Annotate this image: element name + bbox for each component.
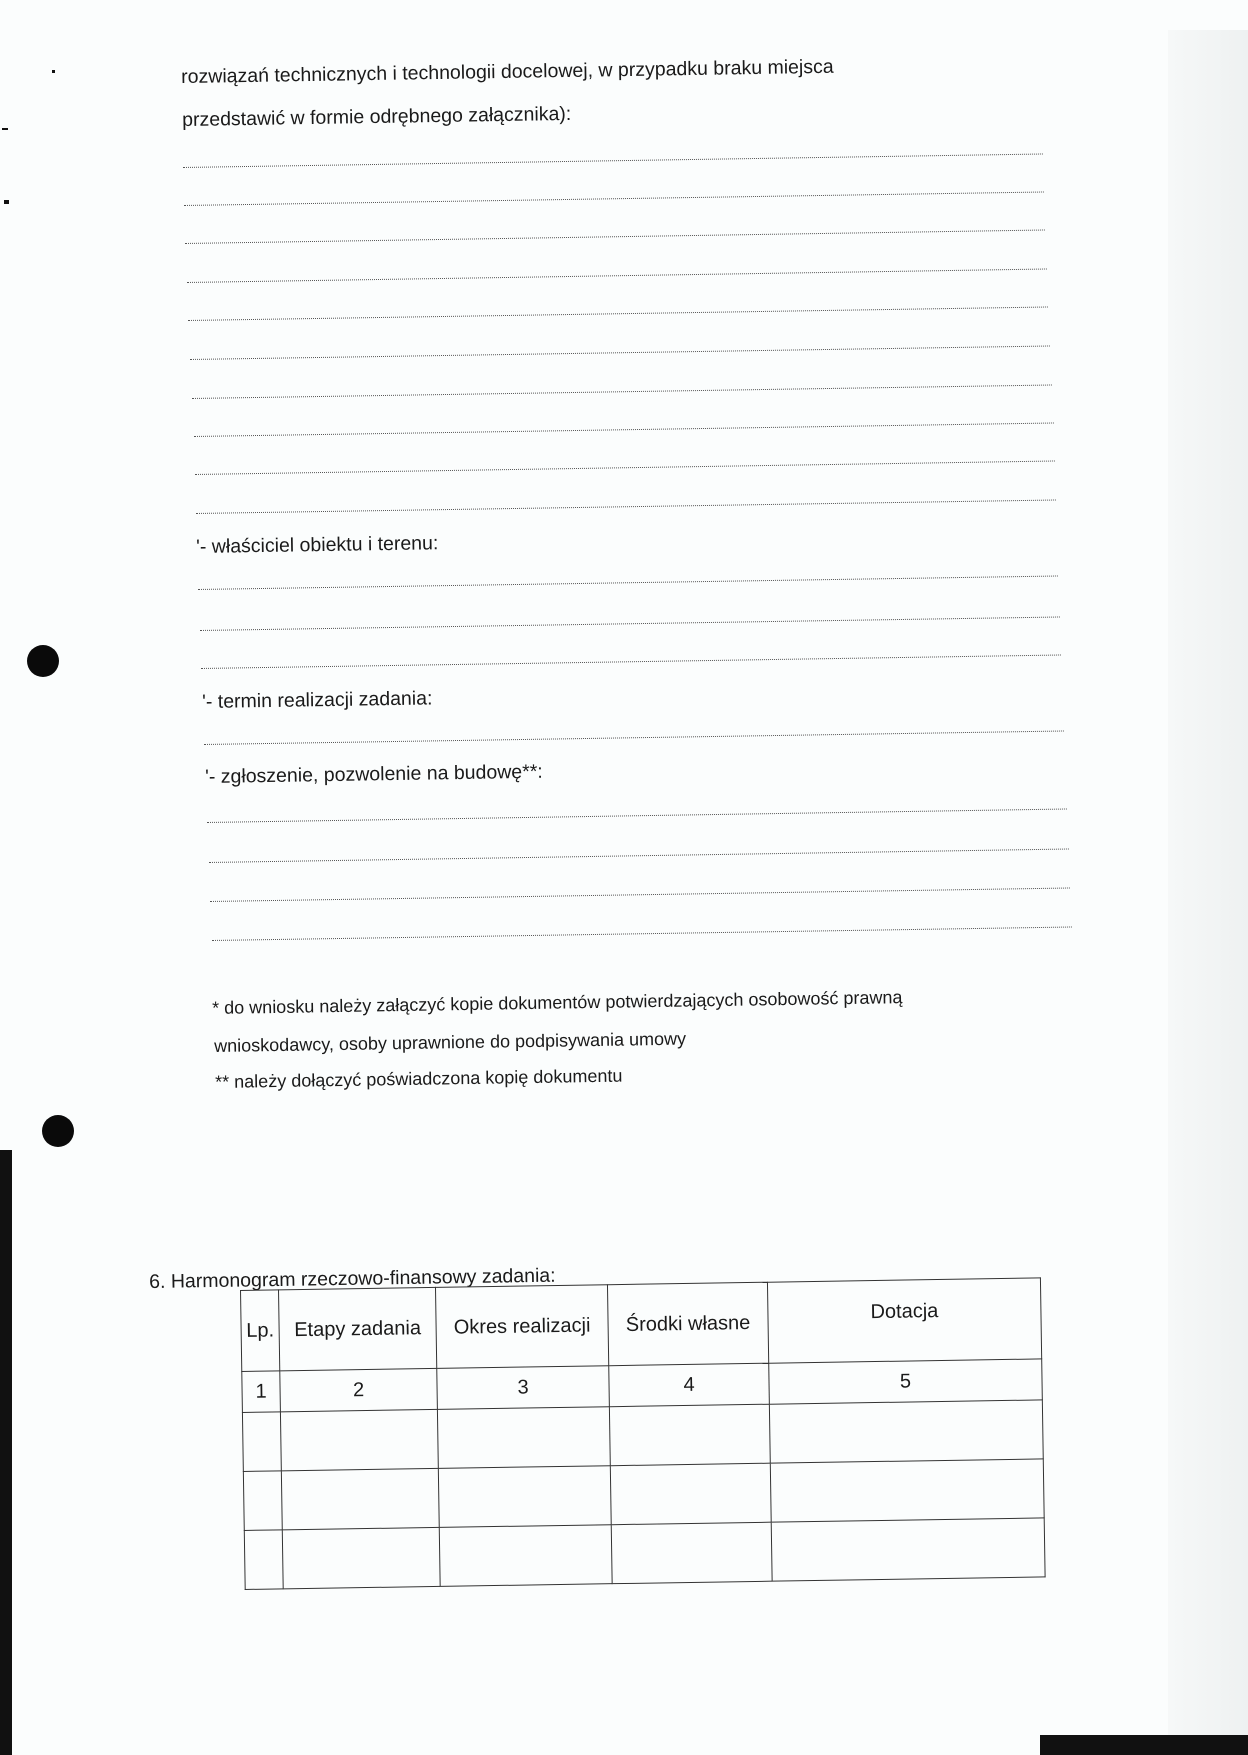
intro-line-1: rozwiązań technicznych i technologii docelowej, w przypadku braku miejsca: [181, 55, 834, 88]
header-grant: Dotacja: [767, 1278, 1041, 1363]
footnote-2: ** należy dołączyć poświadczona kopię dokumentu: [215, 1065, 623, 1092]
table-cell[interactable]: [243, 1471, 282, 1531]
table-cell[interactable]: [611, 1522, 772, 1584]
table-cell[interactable]: [281, 1468, 439, 1529]
scan-left-edge: [0, 1150, 12, 1755]
table-cell[interactable]: [282, 1527, 440, 1588]
table-cell[interactable]: [244, 1530, 283, 1590]
table-row: [244, 1518, 1045, 1590]
dotted-writing-line: [190, 345, 1050, 360]
table-cell[interactable]: [769, 1400, 1043, 1463]
footnote-1-line-2: wnioskodawcy, osoby uprawnione do podpisywania umowy: [214, 1028, 687, 1056]
table-cell[interactable]: [771, 1518, 1045, 1581]
table-cell[interactable]: [610, 1463, 771, 1525]
dotted-writing-line: [194, 422, 1054, 437]
column-number: 4: [609, 1363, 770, 1407]
dotted-writing-line: [188, 306, 1048, 321]
owner-label: '- właściciel obiektu i terenu:: [196, 532, 439, 558]
header-own-funds: Środki własne: [607, 1282, 768, 1366]
dotted-writing-line: [201, 654, 1061, 669]
column-number: 3: [437, 1366, 610, 1410]
deadline-label: '- termin realizacji zadania:: [202, 687, 433, 713]
dotted-writing-line: [198, 575, 1058, 590]
header-lp: Lp.: [241, 1290, 280, 1372]
dotted-writing-line: [196, 499, 1056, 514]
dotted-writing-line: [185, 229, 1045, 244]
dotted-writing-line: [192, 384, 1052, 399]
schedule-table: [240, 1277, 1046, 1590]
scan-bottom-edge: [1040, 1735, 1248, 1755]
dotted-writing-line: [184, 191, 1044, 206]
scan-speck: [2, 128, 8, 130]
dotted-writing-line: [204, 730, 1064, 745]
table-cell[interactable]: [280, 1409, 438, 1470]
column-number: 2: [280, 1368, 438, 1411]
table-cell[interactable]: [437, 1407, 610, 1469]
dotted-writing-line: [200, 616, 1060, 631]
table-header-row: [241, 1278, 1042, 1372]
dotted-writing-line: [183, 153, 1043, 168]
table-cell[interactable]: [770, 1459, 1044, 1522]
dotted-writing-line: [209, 848, 1069, 863]
scan-speck: [52, 70, 55, 73]
page-edge-shadow: [1168, 30, 1248, 1755]
intro-line-2: przedstawić w formie odrębnego załącznika):: [182, 102, 572, 131]
dotted-writing-line: [187, 268, 1047, 283]
dotted-writing-line: [207, 808, 1067, 823]
header-period: Okres realizacji: [435, 1285, 608, 1369]
footnote-1-line-1: * do wniosku należy załączyć kopie dokumentów potwierdzających osobowość prawną: [212, 987, 903, 1018]
table-cell[interactable]: [242, 1412, 281, 1472]
dotted-writing-line: [195, 460, 1055, 475]
dotted-writing-line: [210, 887, 1070, 902]
permit-label: '- zgłoszenie, pozwolenie na budowę**:: [205, 760, 543, 788]
header-stages: Etapy zadania: [279, 1287, 437, 1370]
dotted-writing-line: [212, 926, 1072, 941]
table-cell[interactable]: [609, 1404, 770, 1466]
column-number: 1: [242, 1371, 281, 1413]
scan-speck: [4, 200, 9, 204]
table-cell[interactable]: [438, 1466, 611, 1528]
schedule-table-wrapper: [240, 1277, 1046, 1590]
punch-hole: [42, 1115, 74, 1147]
table-cell[interactable]: [439, 1525, 612, 1587]
punch-hole: [27, 645, 59, 677]
column-number: 5: [769, 1359, 1043, 1404]
section-6-title: 6. Harmonogram rzeczowo-finansowy zadania:: [149, 1264, 556, 1293]
